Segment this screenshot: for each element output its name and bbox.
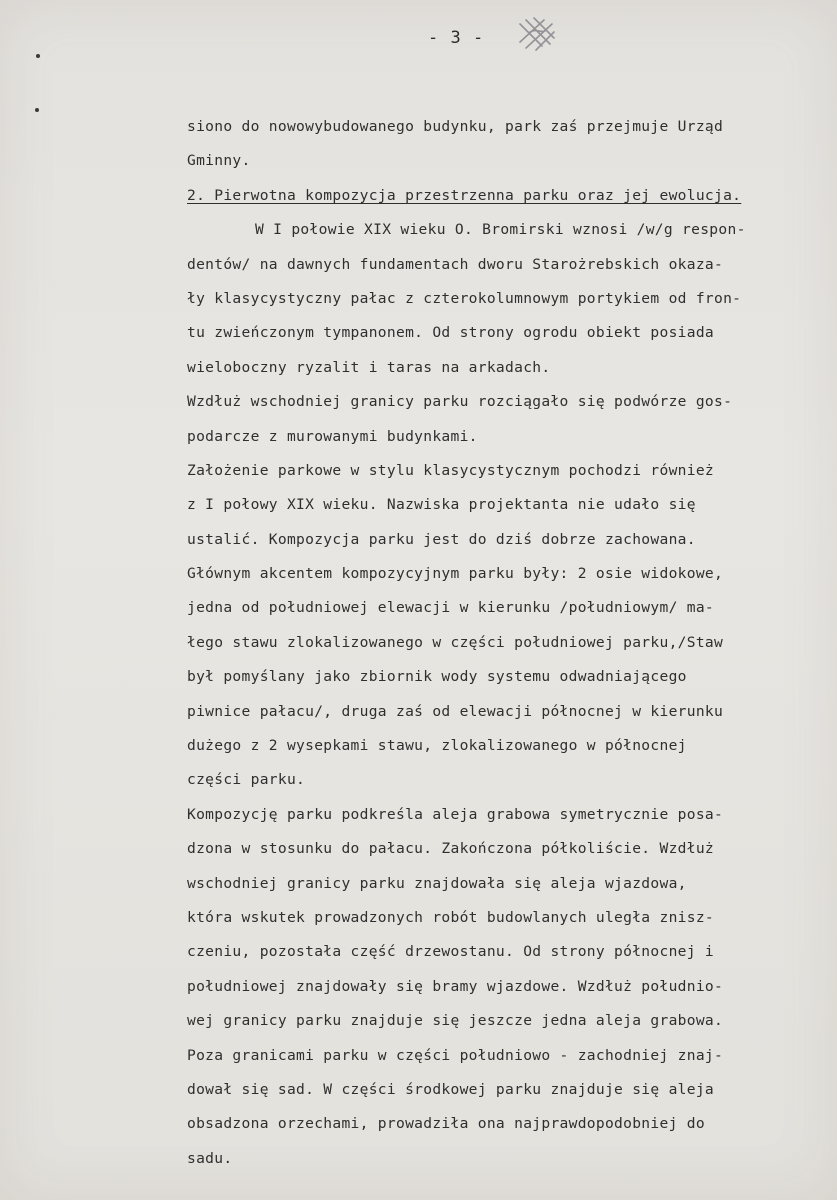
document-body (187, 110, 823, 1176)
text-line: wieloboczny ryzalit i taras na arkadach. (187, 358, 551, 376)
text-line: W I połowie XIX wieku O. Bromirski wznosi /w/g respon- (255, 221, 746, 239)
text-line: piwnice pałacu/, druga zaś od elewacji północnej w kierunku (187, 702, 724, 720)
text-line: łego stawu zlokalizowanego w części południowej parku,/Staw (187, 633, 724, 651)
text-line: dużego z 2 wysepkami stawu, zlokalizowanego w północnej (187, 737, 687, 755)
text-line: która wskutek prowadzonych robót budowlanych uległa znisz- (187, 908, 714, 926)
stamp-mark (516, 14, 558, 54)
text-line: tu zwieńczonym tympanonem. Od strony ogrodu obiekt posiada (187, 324, 714, 342)
text-line: Wzdłuż wschodniej granicy parku rozciągało się podwórze gos- (187, 393, 733, 411)
text-line: Gminny. (187, 152, 251, 170)
text-line: sadu. (187, 1149, 233, 1167)
text-line: południowej znajdowały się bramy wjazdowe. Wzdłuż południo- (187, 977, 724, 995)
text-line: Założenie parkowe w stylu klasycystycznym pochodzi również (187, 461, 714, 479)
text-line: siono do nowowybudowanego budynku, park zaś przejmuje Urząd (187, 118, 724, 135)
text-line: czeniu, pozostała część drzewostanu. Od strony północnej i (187, 943, 714, 961)
text-line: wej granicy parku znajduje się jeszcze jedna aleja grabowa. (187, 1012, 724, 1030)
text-line: Kompozycję parku podkreśla aleja grabowa symetrycznie posa- (187, 805, 724, 823)
text-line: Poza granicami parku w części południowo - zachodniej znaj- (187, 1046, 724, 1064)
text-line: podarcze z murowanymi budynkami. (187, 427, 478, 445)
section-heading: 2. Pierwotna kompozycja przestrzenna parku oraz jej ewolucja. (187, 186, 742, 204)
punch-hole-mark (35, 108, 39, 112)
punch-hole-mark (36, 54, 40, 58)
text-line: dentów/ na dawnych fundamentach dworu Starożrebskich okaza- (187, 255, 724, 273)
text-line: z I połowy XIX wieku. Nazwiska projektanta nie udało się (187, 496, 696, 514)
text-line: był pomyślany jako zbiornik wody systemu odwadniającego (187, 668, 687, 686)
text-line: Głównym akcentem kompozycyjnym parku były: 2 osie widokowe, (187, 565, 724, 583)
text-line: ustalić. Kompozycja parku jest do dziś dobrze zachowana. (187, 530, 696, 548)
text-line: wschodniej granicy parku znajdowała się aleja wjazdowa, (187, 874, 687, 892)
text-line: dował się sad. W części środkowej parku znajduje się aleja (187, 1080, 714, 1098)
text-line: jedna od południowej elewacji w kierunku /południowym/ ma- (187, 599, 714, 617)
text-line: obsadzona orzechami, prowadziła ona najprawdopodobniej do (187, 1115, 705, 1133)
text-line: części parku. (187, 771, 306, 789)
text-line: dzona w stosunku do pałacu. Zakończona półkoliście. Wzdłuż (187, 840, 714, 858)
page-number: - 3 - (428, 28, 485, 48)
text-line: ły klasycystyczny pałac z czterokolumnowym portykiem od fron- (187, 289, 742, 307)
